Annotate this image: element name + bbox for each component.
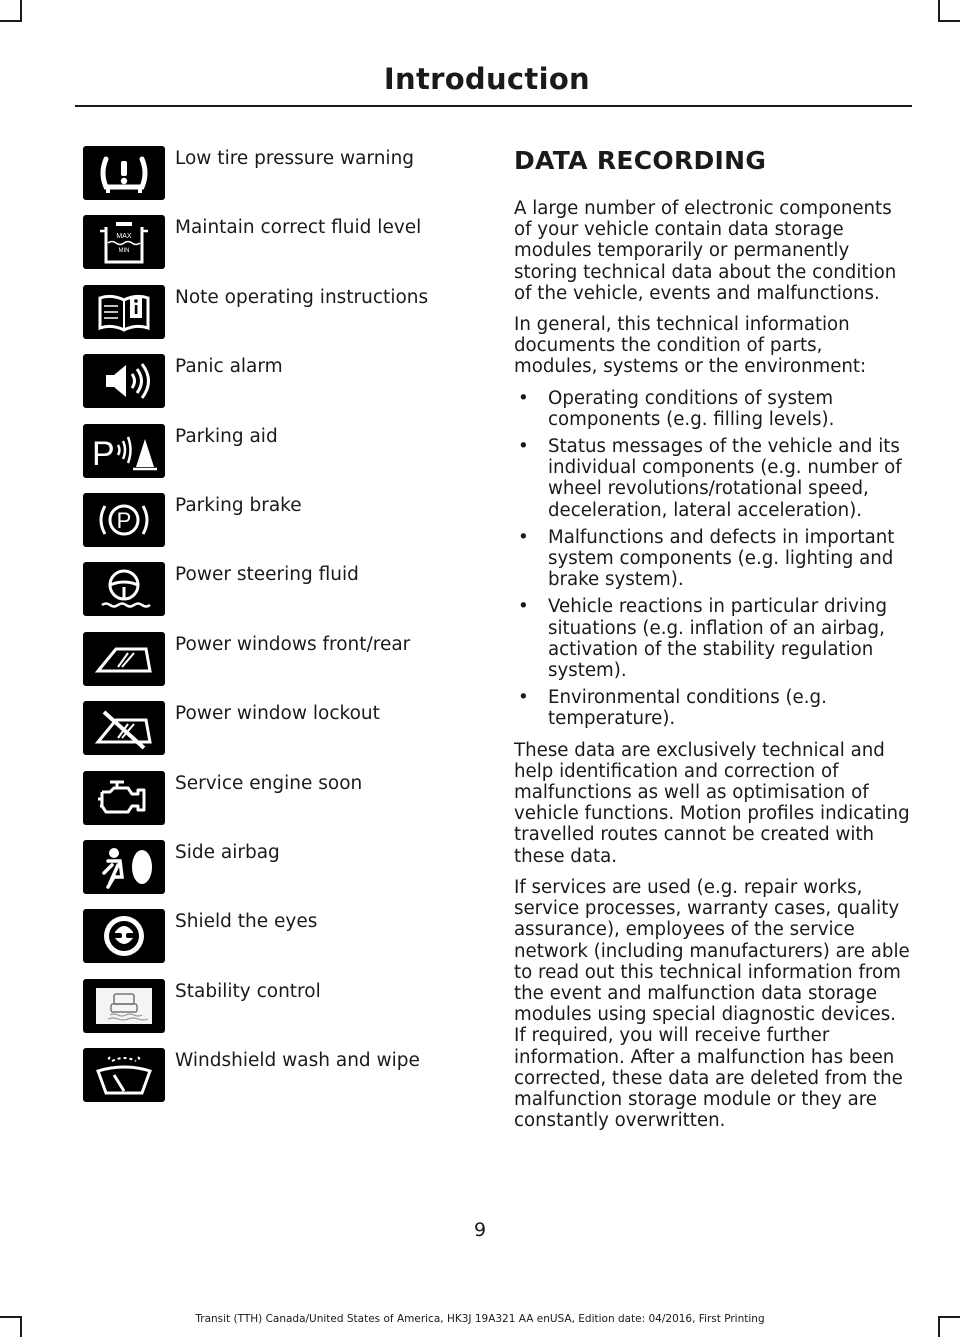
list-item: • Malfunctions and defects in important system components (e.g. lighting and brake system). [514,527,910,591]
crop-mark [20,0,22,22]
symbol-label: Panic alarm [175,356,283,378]
symbol-row [83,979,463,1048]
fluid-max-text: MAX [116,233,132,241]
parking-aid-icon [83,424,165,478]
bullet-list [514,388,910,730]
panic-alarm-icon [83,354,165,408]
header-divider [75,105,912,107]
symbol-label: Windshield wash and wipe [175,1050,420,1072]
paragraph: A large number of electronic components of your vehicle contain data storage modules temporarily or permanently storing technical data about the condition of the vehicle, events and malfunctions. [514,198,897,304]
fluid-level-icon [83,215,165,269]
parking-aid-letter: P [92,434,115,473]
symbol-label: Parking brake [175,494,302,516]
symbol-label: Power steering fluid [175,564,359,586]
page-title: Introduction [383,62,590,96]
power-window-lockout-icon [83,701,165,755]
windshield-wash-icon [83,1048,165,1102]
symbol-label: Shield the eyes [175,911,318,933]
symbol-label: Maintain correct fluid level [175,217,422,239]
stability-control-icon [83,979,165,1033]
symbol-row [83,909,463,978]
symbol-label: Side airbag [175,841,280,863]
footer-text: Transit (TTH) Canada/United States of America, HK3J 19A321 AA enUSA, Edition date: 04/2016, First Printing [195,1313,765,1325]
paragraph: These data are exclusively technical and help identification and correction of malfunctions as well as optimisation of vehicle functions. Motion profiles indicating travelled routes cannot be created with these data. [514,739,910,867]
crop-mark [938,0,940,22]
paragraph: In general, this technical information documents the condition of parts, modules, systems or the environment: [514,314,867,378]
symbol-label: Power windows front/rear [175,633,411,655]
list-item: • Status messages of the vehicle and its individual components (e.g. number of wheel revolutions/rotational speed, deceleration, lateral acceleration). [514,436,910,521]
symbol-row [83,354,463,423]
symbol-row [83,562,463,631]
list-item: • Environmental conditions (e.g. temperature). [514,687,910,729]
symbol-label: Low tire pressure warning [175,148,415,169]
page-number: 9 [473,1219,487,1241]
crop-mark [938,20,960,22]
symbol-row [83,215,463,284]
section-title: DATA RECORDING [514,146,767,175]
data-recording-section [514,144,910,1141]
symbol-row [83,493,463,562]
symbol-label: Note operating instructions [175,286,429,308]
symbol-row [83,1048,463,1117]
low-tire-pressure-icon [83,146,165,200]
symbol-row [83,424,463,493]
operating-instructions-icon [83,285,165,339]
symbol-row [83,146,463,215]
symbol-label: Power window lockout [175,703,380,725]
shield-eyes-icon [83,909,165,963]
fluid-min-text: MIN [118,248,130,255]
symbol-row [83,771,463,840]
symbol-row [83,840,463,909]
parking-brake-letter: P [116,507,132,533]
crop-mark [0,20,22,22]
symbol-label: Stability control [175,980,321,1002]
symbol-row [83,285,463,354]
symbol-label: Parking aid [175,425,278,447]
symbol-row [83,632,463,701]
paragraph: If services are used (e.g. repair works, service processes, warranty cases, quality assurance), employees of the service network (including manufacturers) are able to read out this technical information from the event and malfunction data storage modules using special diagnostic devices. If required, you will receive further information. After a malfunction has been corrected, these data are deleted from the malfunction storage module or they are constantly overwritten. [514,876,910,1132]
symbol-label: Service engine soon [175,772,363,794]
symbol-row [83,701,463,770]
side-airbag-icon [83,840,165,894]
service-engine-icon [83,771,165,825]
power-steering-fluid-icon [83,562,165,616]
symbol-list [83,146,463,1117]
list-item: • Vehicle reactions in particular driving situations (e.g. inflation of an airbag, activation of the stability regulation system). [514,596,910,681]
power-windows-icon [83,632,165,686]
list-item: • Operating conditions of system components (e.g. filling levels). [514,388,910,430]
parking-brake-icon [83,493,165,547]
